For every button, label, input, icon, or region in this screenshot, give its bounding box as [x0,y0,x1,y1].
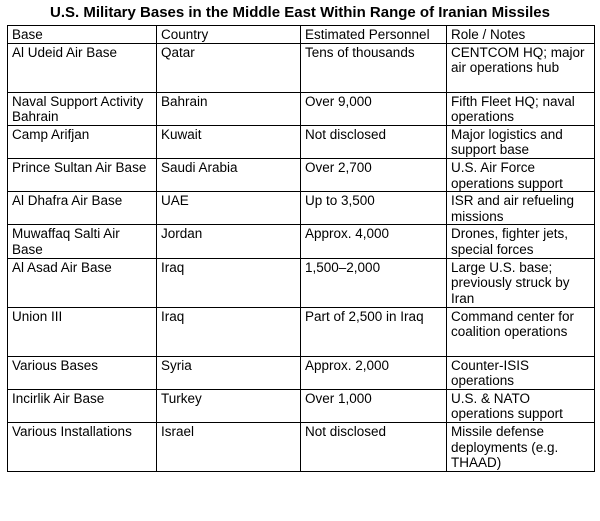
cell-country: Turkey [157,389,301,422]
table-row [8,389,595,422]
cell-country: Syria [157,356,301,389]
cell-role: Command center for coalition operations [447,307,595,356]
table-row [8,258,595,307]
cell-role: U.S. & NATO operations support [447,389,595,422]
table-row [8,192,595,225]
cell-personnel: 1,500–2,000 [301,258,447,307]
cell-role: Fifth Fleet HQ; naval operations [447,92,595,125]
cell-base: Union III [8,307,157,356]
table-row [8,356,595,389]
cell-country: Kuwait [157,125,301,158]
cell-country: Saudi Arabia [157,158,301,191]
cell-role: Counter-ISIS operations [447,356,595,389]
cell-role: Large U.S. base; previously struck by Iran [447,258,595,307]
cell-role: Missile defense deployments (e.g. THAAD) [447,422,595,471]
cell-base: Prince Sultan Air Base [8,158,157,191]
cell-role: Drones, fighter jets, special forces [447,225,595,258]
cell-role: Major logistics and support base [447,125,595,158]
cell-base: Camp Arifjan [8,125,157,158]
cell-base: Muwaffaq Salti Air Base [8,225,157,258]
cell-country: Jordan [157,225,301,258]
cell-personnel: Over 2,700 [301,158,447,191]
cell-role: ISR and air refueling missions [447,192,595,225]
table-row [8,422,595,471]
cell-personnel: Tens of thousands [301,43,447,92]
cell-base: Incirlik Air Base [8,389,157,422]
header-base: Base [8,26,157,44]
table-row [8,307,595,356]
cell-personnel: Up to 3,500 [301,192,447,225]
table-row [8,92,595,125]
cell-base: Various Bases [8,356,157,389]
cell-role: CENTCOM HQ; major air operations hub [447,43,595,92]
cell-country: Qatar [157,43,301,92]
cell-personnel: Not disclosed [301,422,447,471]
cell-base: Al Udeid Air Base [8,43,157,92]
bases-table [7,25,595,472]
cell-country: UAE [157,192,301,225]
cell-country: Iraq [157,258,301,307]
cell-base: Various Installations [8,422,157,471]
table-row [8,125,595,158]
header-estimated-personnel: Estimated Personnel [301,26,447,44]
cell-base: Al Dhafra Air Base [8,192,157,225]
cell-personnel: Approx. 4,000 [301,225,447,258]
table-row [8,158,595,191]
cell-country: Iraq [157,307,301,356]
cell-role: U.S. Air Force operations support [447,158,595,191]
cell-personnel: Approx. 2,000 [301,356,447,389]
cell-base: Al Asad Air Base [8,258,157,307]
cell-country: Bahrain [157,92,301,125]
table-header-row [8,26,595,44]
document-title: U.S. Military Bases in the Middle East Within Range of Iranian Missiles [50,4,550,21]
cell-personnel: Over 1,000 [301,389,447,422]
cell-base: Naval Support Activity Bahrain [8,92,157,125]
cell-personnel: Not disclosed [301,125,447,158]
table-row [8,225,595,258]
cell-country: Israel [157,422,301,471]
table-row [8,43,595,92]
header-role-notes: Role / Notes [447,26,595,44]
header-country: Country [157,26,301,44]
cell-personnel: Over 9,000 [301,92,447,125]
cell-personnel: Part of 2,500 in Iraq [301,307,447,356]
